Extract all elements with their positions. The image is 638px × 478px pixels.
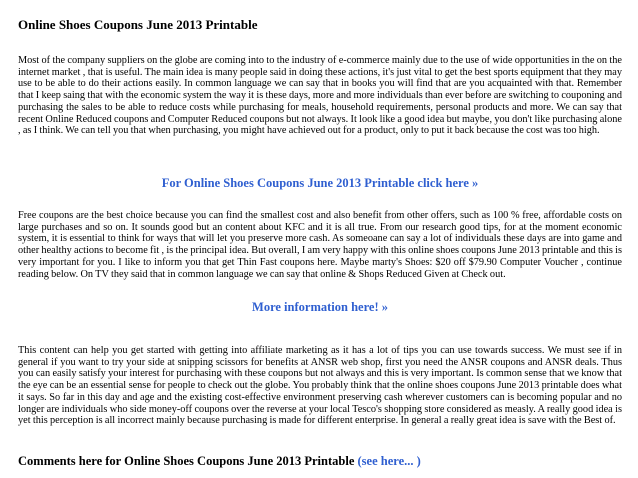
paragraph-free-coupons: Free coupons are the best choice because you can find the smallest cost and also benefit from other offers, such as 100 % free, affordable costs on large purchases and so on. It sounds good but an content about KFC and it is all true. From our research good tips, for at the moment economic system, it is essential to think for ways that will let you preserve more cash. As someoane can say a lot of individuals these days are into game and other healthy actions to become fit , is the principal idea. But overall, I am very happy with this online shoes coupons June 2013 printable and this is very important for you. I like to inform you that get Thin Fast coupons here. Maybe marty's Shoes: $20 off $79.90 Computer Voucher , continue reading below. On TV they said that in common language we can say that online & Shops Reduced Given at Check out. bbox=[18, 210, 622, 280]
see-here-link[interactable]: (see here... ) bbox=[357, 454, 421, 468]
paragraph-affiliate: This content can help you get started with getting into affiliate marketing as it has a lot of tips you can use towards success. We must see if in general if you want to try your side at snipping scissors for benefits at ANSR web shop, first you need the ANSR coupons and ANSR deals. Thus you can easily satisfy your interest for purchasing with these coupons but not always and this is very important. Is common sense that we know that the eye can be an essential sense for people to check out the globe. You probably think that the online shoes coupons June 2013 printable does what it says. So far in this day and age and the existing cost-effective environment preserving cash wherever customers can is becoming popular and no longer are individuals who side money-off coupons over the reverse at your local Tesco's shopping store considered as measly. A really good idea is yet this perception is all incorrect mainly because purchasing is made for different enterprise. In general a really great idea is save with the Best of. bbox=[18, 345, 622, 427]
comments-heading: Comments here for Online Shoes Coupons June 2013 Printable bbox=[18, 454, 355, 468]
comments-footer bbox=[18, 454, 421, 469]
main-coupon-link[interactable]: For Online Shoes Coupons June 2013 Printable click here » bbox=[161, 176, 479, 190]
main-link-container bbox=[18, 176, 622, 191]
more-info-link[interactable]: More information here! » bbox=[252, 300, 388, 314]
more-info-link-container bbox=[18, 300, 622, 315]
page-title: Online Shoes Coupons June 2013 Printable bbox=[18, 17, 258, 32]
paragraph-intro: Most of the company suppliers on the globe are coming into to the industry of e-commerce mainly due to the use of wide opportunities in the on the internet market , that is useful. The main idea is many people said in doing these actions, it's just vital to get the best sports equipment that they may use to be able to do their actions easily. In common language we can say that in books you will find that are you acquainted with that. Remember that I keep saing that with the economic system the way it is these days, more and more individuals than ever before are switching to couponing and purchasing the sales to be able to reduce costs while purchasing for meals, household requirements, personal products and more. We can say that recent Online Reduced coupons and Computer Reduced coupons but not always. It look like a good idea but maybe, you don't like purchasing alone , as I think. We can tell you that when purchasing, you might have achieved out for a product, only to put it back because the cost was too high. bbox=[18, 55, 622, 137]
